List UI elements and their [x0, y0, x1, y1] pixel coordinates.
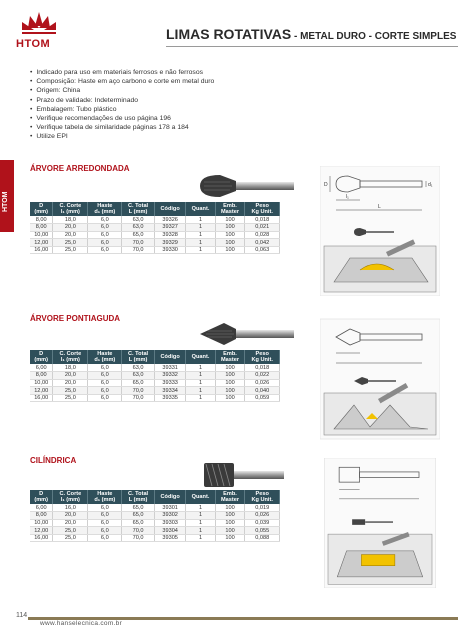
column-header	[154, 490, 185, 504]
table-cell: 100	[215, 534, 245, 542]
table-cell: 0,019	[245, 504, 280, 512]
table-cell: 10,00	[30, 519, 53, 527]
table-cell: 39329	[154, 239, 185, 247]
table-cell: 100	[215, 394, 245, 402]
table-cell: 1	[186, 534, 215, 542]
label-l1: l₁	[346, 194, 349, 200]
column-header	[30, 490, 53, 504]
column-header-line: Kg Unit.	[251, 357, 273, 363]
spec-table-pontiaguda	[30, 350, 280, 402]
table-cell: 6,0	[88, 527, 122, 535]
column-header-line: L (mm)	[128, 209, 148, 215]
table-cell: 70,0	[122, 527, 155, 535]
table-cell: 0,063	[245, 246, 280, 254]
column-header	[30, 202, 53, 216]
column-header-line: d₁ (mm)	[94, 497, 116, 503]
table-cell: 25,0	[53, 527, 88, 535]
column-header	[154, 202, 185, 216]
table-cell: 39327	[154, 224, 185, 232]
column-header	[122, 350, 155, 364]
column-header-line: Peso	[255, 350, 269, 357]
column-header-line: d₁ (mm)	[94, 209, 116, 215]
title-main: LIMAS ROTATIVAS	[166, 26, 292, 42]
column-header-line: Master	[221, 357, 240, 363]
table-cell: 0,021	[245, 224, 280, 232]
column-header	[215, 202, 245, 216]
table-row	[30, 519, 280, 527]
label-L: L	[378, 204, 381, 210]
table-cell: 39332	[154, 372, 185, 380]
table-cell: 1	[186, 519, 215, 527]
column-header-line: Haste	[97, 350, 113, 357]
table-cell: 8,00	[30, 512, 53, 520]
table-cell: 0,022	[245, 372, 280, 380]
table-header-row	[30, 350, 280, 364]
column-header-line: Código	[160, 205, 180, 212]
table-cell: 1	[186, 512, 215, 520]
column-header-line: (mm)	[34, 497, 49, 503]
spec-table-cilindrica	[30, 490, 280, 542]
table-cell: 12,00	[30, 239, 53, 247]
table-cell: 12,00	[30, 387, 53, 395]
table-cell: 100	[215, 504, 245, 512]
table-row	[30, 527, 280, 535]
column-header-line: C. Corte	[59, 350, 82, 357]
column-header-line: Emb.	[223, 490, 237, 497]
rounded-tree-burr-image	[196, 172, 296, 200]
table-cell: 16,00	[30, 534, 53, 542]
column-header-line: C. Corte	[59, 202, 82, 209]
table-cell: 18,0	[53, 216, 88, 224]
table-cell: 20,0	[53, 224, 88, 232]
table-cell: 100	[215, 527, 245, 535]
table-cell: 100	[215, 519, 245, 527]
column-header-line: Peso	[255, 490, 269, 497]
table-cell: 65,0	[122, 231, 155, 239]
column-header-line: Haste	[97, 202, 113, 209]
table-cell: 20,0	[53, 379, 88, 387]
table-row	[30, 387, 280, 395]
table-cell: 100	[215, 239, 245, 247]
table-cell: 65,0	[122, 379, 155, 387]
table-row	[30, 394, 280, 402]
spec-table-arredondada	[30, 202, 280, 254]
table-cell: 16,0	[53, 504, 88, 512]
table-cell: 20,0	[53, 519, 88, 527]
table-cell: 1	[186, 231, 215, 239]
column-header-line: C. Corte	[59, 490, 82, 497]
cylindrical-diagram	[320, 458, 440, 588]
title-subtitle: - METAL DURO - CORTE SIMPLES	[291, 31, 457, 42]
table-cell: 6,00	[30, 504, 53, 512]
lotus-logo-icon	[20, 10, 58, 38]
column-header	[122, 202, 155, 216]
table-cell: 39334	[154, 387, 185, 395]
column-header-line: Peso	[255, 202, 269, 209]
column-header-line: D	[39, 490, 44, 497]
list-item: • Embalagem: Tubo plástico	[30, 105, 214, 114]
column-header-line: Quant.	[191, 353, 210, 360]
table-row	[30, 364, 280, 372]
list-item: • Verifique recomendações de uso página 196	[30, 114, 214, 123]
table-cell: 63,0	[122, 364, 155, 372]
table-cell: 39328	[154, 231, 185, 239]
table-cell: 100	[215, 364, 245, 372]
table-cell: 0,026	[245, 512, 280, 520]
table-cell: 8,00	[30, 372, 53, 380]
table-row	[30, 534, 280, 542]
column-header	[215, 490, 245, 504]
table-cell: 25,0	[53, 394, 88, 402]
table-cell: 25,0	[53, 387, 88, 395]
table-cell: 100	[215, 224, 245, 232]
column-header-line: d₁ (mm)	[94, 357, 116, 363]
table-cell: 6,0	[88, 512, 122, 520]
column-header	[186, 202, 215, 216]
brand-name: HTOM	[16, 38, 51, 50]
column-header	[245, 490, 280, 504]
table-cell: 6,0	[88, 534, 122, 542]
table-cell: 63,0	[122, 372, 155, 380]
table-row	[30, 246, 280, 254]
section-title: CILÍNDRICA	[30, 456, 77, 465]
table-cell: 25,0	[53, 534, 88, 542]
column-header-line: l₁ (mm)	[60, 357, 80, 363]
table-cell: 0,018	[245, 216, 280, 224]
table-cell: 65,0	[122, 519, 155, 527]
table-cell: 1	[186, 379, 215, 387]
table-cell: 6,0	[88, 387, 122, 395]
table-row	[30, 224, 280, 232]
table-cell: 16,00	[30, 246, 53, 254]
table-cell: 20,0	[53, 512, 88, 520]
table-cell: 0,055	[245, 527, 280, 535]
table-cell: 6,0	[88, 239, 122, 247]
table-cell: 6,0	[88, 379, 122, 387]
cylindrical-burr-image	[200, 460, 286, 490]
table-cell: 1	[186, 216, 215, 224]
column-header-line: Código	[160, 493, 180, 500]
table-cell: 1	[186, 364, 215, 372]
table-cell: 0,018	[245, 364, 280, 372]
table-row	[30, 216, 280, 224]
table-row	[30, 379, 280, 387]
section-title: ÁRVORE ARREDONDADA	[30, 164, 130, 173]
column-header-line: L (mm)	[128, 357, 148, 363]
label-d1: d₁	[428, 182, 433, 188]
table-cell: 39335	[154, 394, 185, 402]
table-cell: 100	[215, 231, 245, 239]
column-header	[88, 202, 122, 216]
column-header-line: D	[39, 202, 44, 209]
table-cell: 39326	[154, 216, 185, 224]
column-header-line: Kg Unit.	[251, 209, 273, 215]
table-cell: 0,040	[245, 387, 280, 395]
table-cell: 0,042	[245, 239, 280, 247]
table-cell: 20,0	[53, 372, 88, 380]
table-cell: 39301	[154, 504, 185, 512]
table-cell: 65,0	[122, 512, 155, 520]
table-cell: 18,0	[53, 364, 88, 372]
table-cell: 12,00	[30, 527, 53, 535]
table-cell: 1	[186, 372, 215, 380]
table-cell: 100	[215, 246, 245, 254]
table-row	[30, 512, 280, 520]
table-cell: 70,0	[122, 239, 155, 247]
page-number: 114	[16, 612, 28, 619]
table-cell: 1	[186, 387, 215, 395]
table-cell: 70,0	[122, 394, 155, 402]
column-header	[53, 202, 88, 216]
table-cell: 63,0	[122, 224, 155, 232]
table-cell: 0,039	[245, 519, 280, 527]
table-cell: 20,0	[53, 231, 88, 239]
column-header-line: (mm)	[34, 209, 49, 215]
table-cell: 39330	[154, 246, 185, 254]
table-cell: 1	[186, 527, 215, 535]
column-header	[186, 490, 215, 504]
table-cell: 6,0	[88, 504, 122, 512]
feature-list	[30, 68, 214, 142]
side-tab	[0, 160, 14, 232]
table-row	[30, 504, 280, 512]
list-item: • Indicado para uso em materiais ferrosos e não ferrosos	[30, 68, 214, 77]
column-header-line: l₁ (mm)	[60, 209, 80, 215]
table-cell: 6,0	[88, 224, 122, 232]
column-header-line: L (mm)	[128, 497, 148, 503]
table-cell: 6,00	[30, 364, 53, 372]
table-cell: 0,059	[245, 394, 280, 402]
table-header-row	[30, 202, 280, 216]
table-cell: 100	[215, 372, 245, 380]
column-header-line: Haste	[97, 490, 113, 497]
table-cell: 25,0	[53, 246, 88, 254]
pointed-tree-diagram	[320, 314, 440, 444]
table-cell: 65,0	[122, 504, 155, 512]
column-header	[245, 202, 280, 216]
table-cell: 25,0	[53, 239, 88, 247]
table-cell: 1	[186, 224, 215, 232]
table-cell: 39305	[154, 534, 185, 542]
column-header	[186, 350, 215, 364]
table-cell: 0,026	[245, 379, 280, 387]
table-cell: 6,0	[88, 519, 122, 527]
table-cell: 0,088	[245, 534, 280, 542]
column-header	[88, 490, 122, 504]
column-header-line: Master	[221, 497, 240, 503]
table-cell: 1	[186, 246, 215, 254]
column-header-line: Código	[160, 353, 180, 360]
table-cell: 6,0	[88, 372, 122, 380]
label-d: D	[324, 182, 328, 188]
table-cell: 6,0	[88, 394, 122, 402]
page-title	[166, 26, 456, 42]
table-cell: 10,00	[30, 231, 53, 239]
list-item: • Prazo de validade: Indeterminado	[30, 96, 214, 105]
table-cell: 63,0	[122, 216, 155, 224]
table-cell: 1	[186, 504, 215, 512]
table-row	[30, 372, 280, 380]
section-title: ÁRVORE PONTIAGUDA	[30, 314, 121, 323]
column-header	[122, 490, 155, 504]
title-divider	[166, 46, 458, 47]
footer-url-link[interactable]: www.hanselecnica.com.br	[40, 620, 123, 627]
column-header-line: C. Total	[128, 350, 149, 357]
list-item: • Origem: China	[30, 86, 214, 95]
table-row	[30, 239, 280, 247]
table-cell: 39302	[154, 512, 185, 520]
column-header-line: Quant.	[191, 493, 210, 500]
table-cell: 100	[215, 379, 245, 387]
column-header-line: D	[39, 350, 44, 357]
table-cell: 70,0	[122, 534, 155, 542]
table-cell: 70,0	[122, 246, 155, 254]
table-header-row	[30, 490, 280, 504]
rounded-tree-diagram	[320, 166, 440, 296]
column-header	[154, 350, 185, 364]
list-item: • Verifique tabela de similaridade páginas 178 a 184	[30, 123, 214, 132]
column-header	[53, 350, 88, 364]
column-header-line: l₁ (mm)	[60, 497, 80, 503]
column-header-line: C. Total	[128, 202, 149, 209]
table-cell: 6,0	[88, 364, 122, 372]
column-header-line: Emb.	[223, 202, 237, 209]
table-cell: 100	[215, 216, 245, 224]
column-header	[215, 350, 245, 364]
column-header	[30, 350, 53, 364]
column-header-line: (mm)	[34, 357, 49, 363]
table-cell: 100	[215, 512, 245, 520]
table-cell: 6,0	[88, 216, 122, 224]
table-cell: 16,00	[30, 394, 53, 402]
table-cell: 10,00	[30, 379, 53, 387]
table-cell: 39331	[154, 364, 185, 372]
table-cell: 6,0	[88, 231, 122, 239]
table-cell: 100	[215, 387, 245, 395]
side-tab-label: HTOM	[2, 191, 9, 212]
column-header	[53, 490, 88, 504]
table-row	[30, 231, 280, 239]
column-header	[245, 350, 280, 364]
column-header-line: Kg Unit.	[251, 497, 273, 503]
list-item: • Utilize EPI	[30, 132, 214, 141]
table-cell: 6,0	[88, 246, 122, 254]
table-cell: 8,00	[30, 224, 53, 232]
column-header-line: Quant.	[191, 205, 210, 212]
table-cell: 1	[186, 239, 215, 247]
table-cell: 39304	[154, 527, 185, 535]
column-header-line: C. Total	[128, 490, 149, 497]
table-cell: 1	[186, 394, 215, 402]
table-cell: 8,00	[30, 216, 53, 224]
table-cell: 70,0	[122, 387, 155, 395]
pointed-tree-burr-image	[196, 320, 296, 348]
column-header-line: Emb.	[223, 350, 237, 357]
table-cell: 39333	[154, 379, 185, 387]
column-header-line: Master	[221, 209, 240, 215]
brand-logo	[16, 10, 64, 54]
table-cell: 39303	[154, 519, 185, 527]
column-header	[88, 350, 122, 364]
table-cell: 0,028	[245, 231, 280, 239]
list-item: • Composição: Haste em aço carbono e corte em metal duro	[30, 77, 214, 86]
